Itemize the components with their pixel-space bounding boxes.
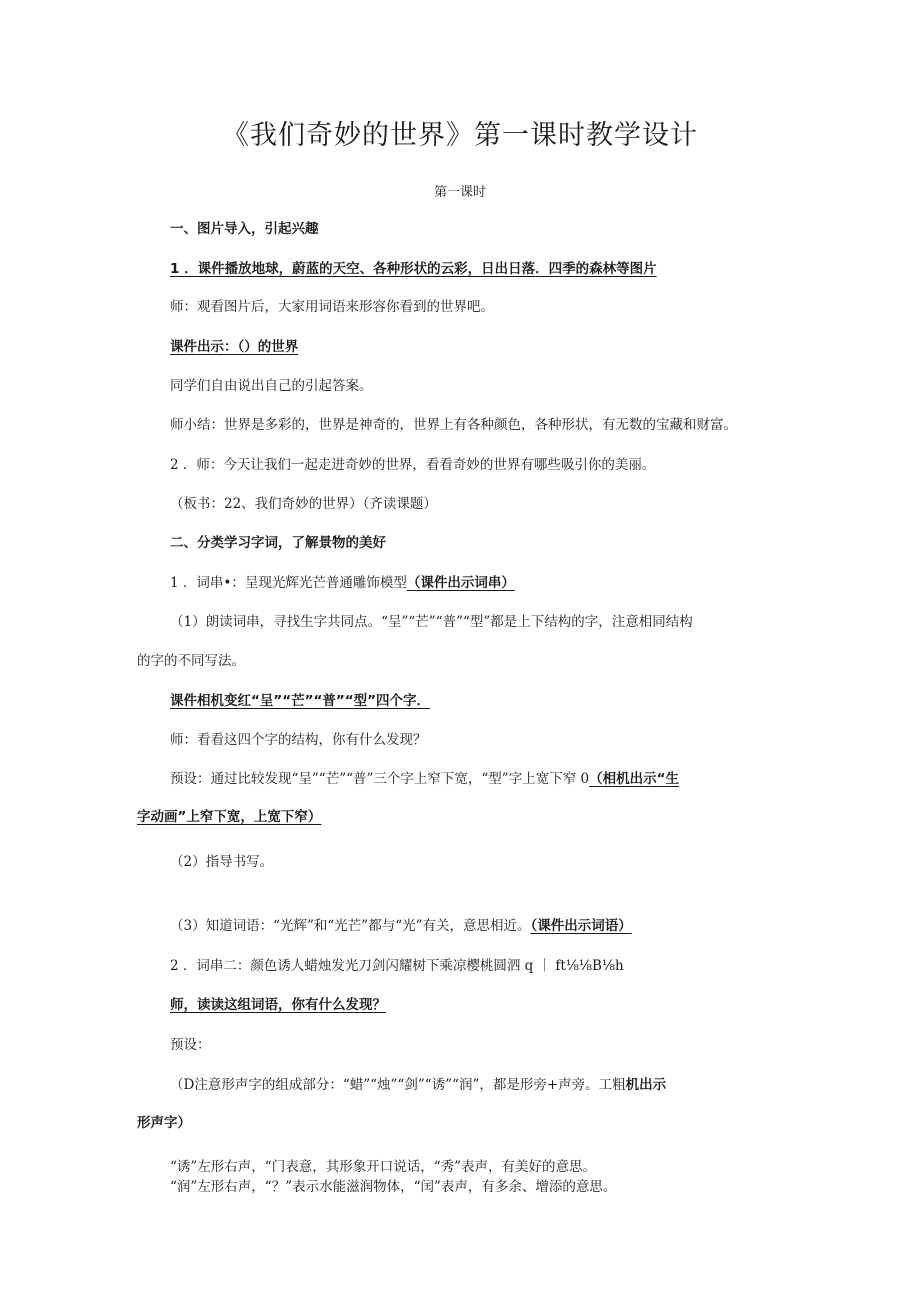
- section2-p3: [170, 917, 632, 935]
- section1-teacher-line: 师：观看图片后，大家用词语来形容你看到的世界吧。: [170, 299, 494, 315]
- document-title: 《我们奇妙的世界》第一课时教学设计: [222, 120, 698, 151]
- section1-courseware: 课件出示：（）的世界: [170, 339, 299, 355]
- section2-p1-line2: 的字的不同写法。: [137, 653, 245, 669]
- section2-run-explanation: “润”左形右声，“？”表示水能滋润物体，“闰”表声，有多余、增添的意思。: [170, 1179, 617, 1195]
- section2-p2: （2）指导书写。: [170, 854, 274, 870]
- section1-item2: 2 ．师：今天让我们一起走进奇妙的世界，看看奇妙的世界有哪些吸引你的美丽。: [170, 457, 656, 473]
- section2-preset-line1: [170, 770, 679, 788]
- section2-preset2: 预设：: [170, 1037, 211, 1053]
- section2-heading: 二、分类学习字词，了解景物的美好: [170, 535, 386, 551]
- section2-courseware-red: 课件相机变红“呈”“芒”“普”“型”四个字．: [170, 693, 430, 709]
- section2-preset-text: 预设：通过比较发现“呈”“芒”“普”三个字上窄下宽，“型”字上宽下窄 0: [170, 771, 590, 787]
- section2-item1-text: 1 ．词串•：呈现光辉光芒普通雕饰模型: [170, 575, 407, 591]
- section2-teacher: 师：看看这四个字的结构，你有什么发现？: [170, 732, 427, 748]
- section2-p3-note: （课件出示词语）: [530, 918, 632, 934]
- section2-item1-note: （课件出示词串）: [406, 575, 515, 591]
- section2-note-bold2: 形声字）: [137, 1115, 191, 1131]
- section1-heading: 一、图片导入，引起兴趣: [170, 221, 319, 237]
- section1-board: （板书：22、我们奇妙的世界）（齐读课题）: [170, 496, 437, 512]
- section2-you-explanation: “诱”左形右声，“门表意，其形象开口说话，“秀”表声，有美好的意思。: [170, 1159, 597, 1175]
- section2-note-line1: [170, 1076, 666, 1094]
- section2-p3-text: （3）知道词语：“光辉”和“光芒”都与“光”有关，意思相近。: [170, 918, 531, 934]
- section2-p1-line1: （1）朗读词串，寻找生字共同点。“呈”“芒”“普”“型”都是上下结构的字，注意相同结构: [170, 614, 693, 630]
- section1-summary: 师小结：世界是多彩的，世界是神奇的，世界上有各种颜色，各种形状，有无数的宝藏和财富。: [170, 417, 737, 433]
- document-subtitle: 第一课时: [433, 185, 486, 200]
- section2-item2: 2 ．词串二：颜色诱人蜡烛发光刀剑闪耀树下乘凉樱桃圆泗 q ｜ ft⅛⅛B⅛h: [170, 958, 624, 974]
- section2-item1: [170, 574, 515, 592]
- section2-note-text: （D注意形声字的组成部分：“蜡”“烛”“剑”“诱”“润”，都是形旁+声旁。工粗: [170, 1077, 626, 1093]
- section2-teacher2: 师，读读这组词语，你有什么发现？: [170, 997, 386, 1013]
- section1-item1: 1 ．课件播放地球，蔚蓝的天空、各种形状的云彩，日出日落．四季的森林等图片: [170, 261, 657, 277]
- section1-students: 同学们自由说出自己的引起答案。: [170, 378, 373, 394]
- section2-note-bold1: 机出示: [625, 1077, 667, 1093]
- section2-preset-note2: 字动画”上窄下宽，上宽下窄）: [137, 809, 322, 825]
- section2-preset-note1: （相机出示“生: [589, 771, 679, 787]
